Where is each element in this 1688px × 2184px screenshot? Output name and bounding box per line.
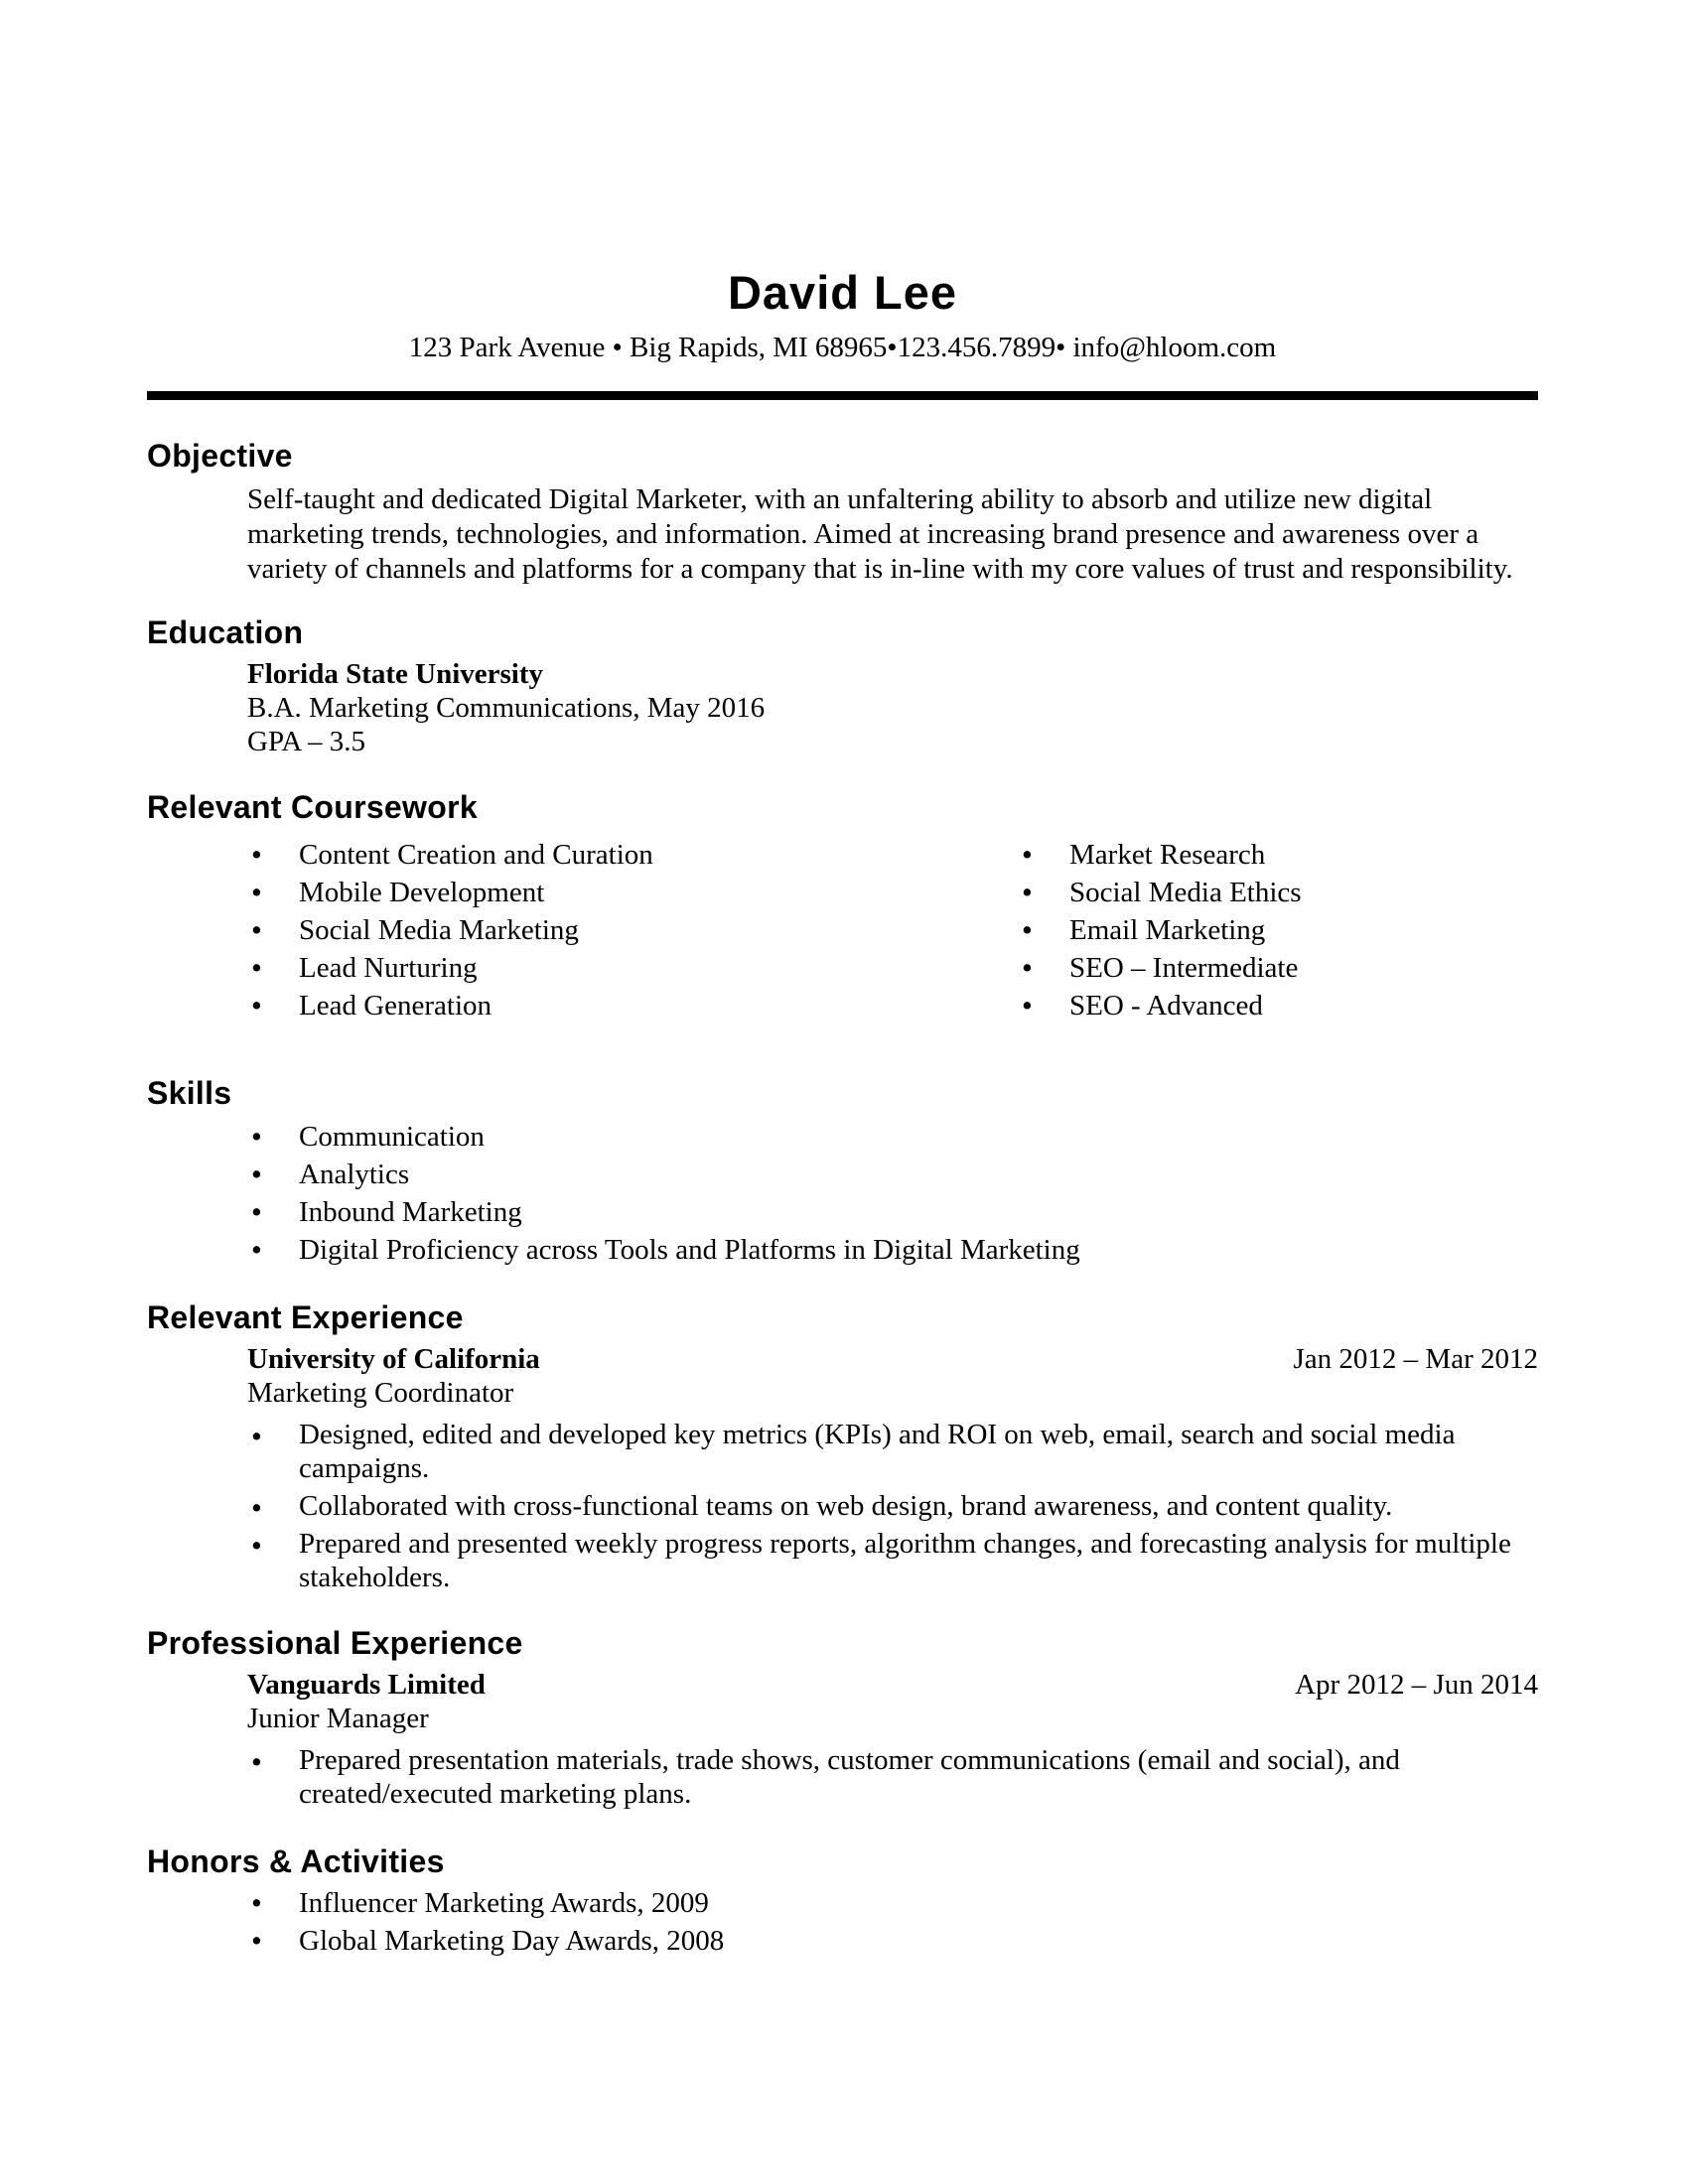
employer-name: University of California xyxy=(247,1343,540,1375)
gpa-line: GPA – 3.5 xyxy=(247,726,366,757)
list-item: • Lead Generation xyxy=(147,991,917,1021)
list-item: • Market Research xyxy=(917,840,1538,870)
employer-dates: Apr 2012 – Jun 2014 xyxy=(1295,1669,1538,1701)
section-relevant-experience xyxy=(147,1298,1538,1594)
section-honors-activities xyxy=(147,1843,1538,1956)
contact-line: 123 Park Avenue • Big Rapids, MI 68965•123.456.7899• info@hloom.com xyxy=(408,332,1277,363)
employer-dates: Jan 2012 – Mar 2012 xyxy=(1293,1343,1538,1375)
list-item: • Digital Proficiency across Tools and Platforms in Digital Marketing xyxy=(147,1235,1538,1265)
honors-list xyxy=(147,1888,1538,1956)
list-item: • Inbound Marketing xyxy=(147,1197,1538,1227)
header-divider xyxy=(147,391,1538,400)
candidate-name: David Lee xyxy=(727,266,958,319)
section-skills xyxy=(147,1074,1538,1265)
coursework-title: Relevant Coursework xyxy=(147,789,478,825)
employer-name: Vanguards Limited xyxy=(247,1669,486,1701)
list-item: • Email Marketing xyxy=(917,915,1538,945)
skills-list xyxy=(147,1122,1538,1265)
objective-text: Self-taught and dedicated Digital Marketer, with an unfaltering ability to absorb and utilize new digital marketing trends, technologies, and information. Aimed at increasing brand presence and awareness over a variety of channels and platforms for a company that is in-line with my core values of trust and responsibility. xyxy=(247,483,1513,585)
relevant-experience-title: Relevant Experience xyxy=(147,1299,464,1335)
list-item: • Global Marketing Day Awards, 2008 xyxy=(147,1926,1538,1956)
job-title: Marketing Coordinator xyxy=(247,1377,514,1409)
school-name: Florida State University xyxy=(247,658,544,690)
section-relevant-coursework xyxy=(147,788,1538,1028)
list-item: • Communication xyxy=(147,1122,1538,1152)
list-item: • Analytics xyxy=(147,1160,1538,1189)
section-objective xyxy=(147,437,1538,587)
list-item: • Prepared and presented weekly progress reports, algorithm changes, and forecasting analysis for multiple stakeholders. xyxy=(147,1527,1538,1594)
list-item: • Designed, edited and developed key metrics (KPIs) and ROI on web, email, search and social media campaigns. xyxy=(147,1418,1538,1485)
list-item: • SEO – Intermediate xyxy=(917,953,1538,983)
list-item: • Content Creation and Curation xyxy=(147,840,917,870)
list-item: • SEO - Advanced xyxy=(917,991,1538,1021)
education-entry xyxy=(247,657,1538,758)
experience-bullet-list xyxy=(147,1418,1538,1594)
honors-title: Honors & Activities xyxy=(147,1843,445,1879)
experience-header xyxy=(247,1342,1538,1376)
list-item: • Influencer Marketing Awards, 2009 xyxy=(147,1888,1538,1918)
professional-experience-title: Professional Experience xyxy=(147,1625,523,1661)
list-item: • Prepared presentation materials, trade shows, customer communications (email and social), and created/executed marketing plans. xyxy=(147,1743,1538,1811)
education-title: Education xyxy=(147,614,304,650)
list-item: • Lead Nurturing xyxy=(147,953,917,983)
list-item: • Social Media Ethics xyxy=(917,878,1538,907)
coursework-columns xyxy=(147,840,1538,1028)
experience-header xyxy=(247,1668,1538,1702)
list-item: • Mobile Development xyxy=(147,878,917,907)
coursework-list-left xyxy=(147,840,917,1028)
section-professional-experience xyxy=(147,1624,1538,1811)
list-item: • Social Media Marketing xyxy=(147,915,917,945)
experience-bullet-list xyxy=(147,1743,1538,1811)
skills-title: Skills xyxy=(147,1075,232,1111)
coursework-list-right xyxy=(917,840,1538,1028)
list-item: • Collaborated with cross-functional teams on web design, brand awareness, and content quality. xyxy=(147,1489,1538,1523)
objective-title: Objective xyxy=(147,438,293,474)
job-title: Junior Manager xyxy=(247,1703,429,1734)
degree-line: B.A. Marketing Communications, May 2016 xyxy=(247,692,766,724)
section-education xyxy=(147,614,1538,758)
